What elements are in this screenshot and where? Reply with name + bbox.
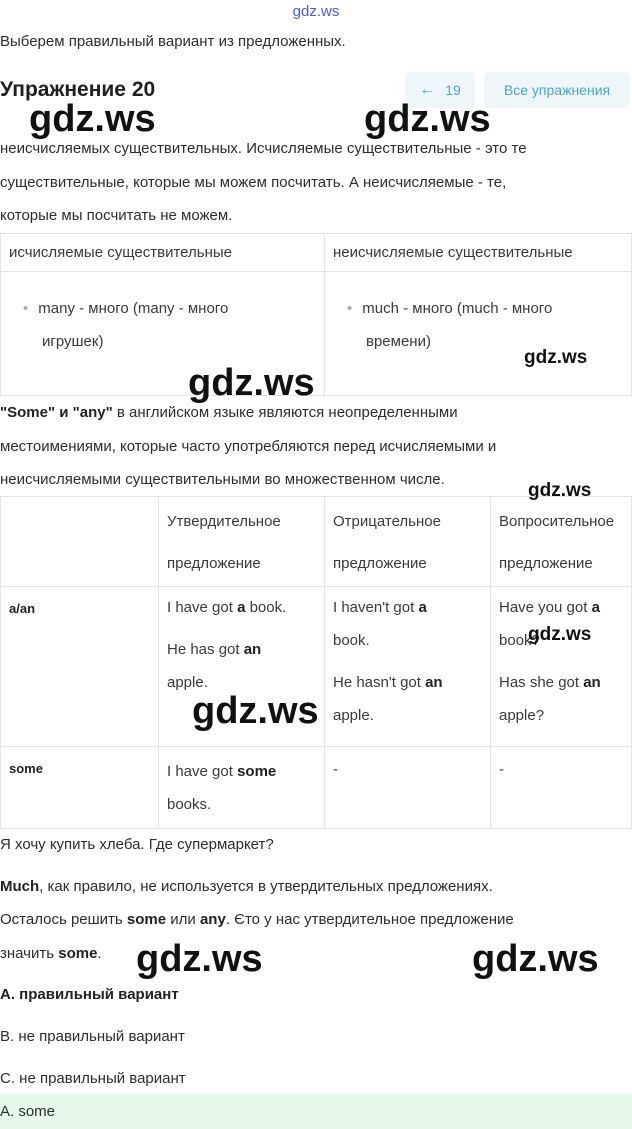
aff-an-line3: apple. [167,674,208,691]
page-title: Упражнение 20 [0,78,156,101]
all-exercises-button[interactable]: Все упражнения [484,72,630,108]
aff-an-article: an [243,641,262,658]
q-an-line3: Has she got [499,674,584,691]
option-a: A. правильный вариант [0,986,179,1003]
aff-some-line1: I have got [167,763,238,780]
and-word: и [55,404,73,421]
row-some-label [1,747,159,829]
header-question-line1: Вопросительное [499,513,615,530]
some-keyword: "Some" [0,404,56,421]
aff-some-line2: books. [167,796,212,813]
header-negative [325,497,491,587]
watermark-9: gdz.ws [472,938,599,980]
header-affirmative-line1: Утвердительное [167,513,281,530]
some-answer-word: some [58,945,98,962]
q-a-line1: Have you got [499,599,592,616]
paragraph2-line2: местоимениями, которые часто употребляются перед исчисляемыми и [0,438,497,455]
q-a-line2: book? [499,632,540,649]
neg-a-article: a [418,599,427,616]
explanation-line3 [0,944,102,964]
header-affirmative-line2: предложение [167,555,261,572]
articles-table-corner [1,497,159,587]
q-an-article: an [583,674,601,691]
uncountable-example-line2: времени) [366,333,431,350]
much-keyword: Much [0,878,40,895]
watermark-3: gdz.ws [524,347,588,368]
aff-an-line2: He has got [167,641,244,658]
some-option-word: some [126,911,167,928]
row-some-affirmative [159,747,325,829]
watermark-1: gdz.ws [29,98,156,140]
answer-text: A. some [0,1103,56,1120]
row-some-negative: - [325,747,491,829]
nouns-table-header-uncountable: неисчисляемые существительные [325,234,632,272]
header-question [491,497,632,587]
watermark-4: gdz.ws [188,362,315,404]
explanation-line1 [0,877,493,897]
header-negative-line2: предложение [333,555,427,572]
paragraph2-line3: неисчисляемыми существительными во множественном числе. [0,471,445,488]
nouns-table-uncountable-cell [325,272,632,396]
neg-a-line1: I haven't got [333,599,419,616]
uncountable-example-line1: much - много (much - много [362,300,553,317]
top-watermark: gdz.ws [292,3,340,20]
intro-text: Выберем правильный вариант из предложенных. [0,33,346,50]
paragraph1-line3: которые мы посчитать не можем. [0,207,233,224]
question-text: Я хочу купить хлеба. Где супермаркет? [0,836,274,853]
row-a-an-question [491,587,632,747]
bullet-icon: • [23,300,29,317]
watermark-6: gdz.ws [528,624,592,645]
explanation-or: или [166,911,200,928]
row-some-question: - [491,747,632,829]
header-question-line2: предложение [499,555,593,572]
nouns-table [0,233,632,396]
watermark-5: gdz.ws [528,480,592,501]
row-a-an-label-text: a/an [9,601,36,616]
aff-a-article: a [237,599,246,616]
explanation-line1-rest: , как правило, не используется в утвердительных предложениях. [39,878,493,895]
watermark-2: gdz.ws [364,98,491,140]
articles-table [0,496,632,829]
aff-a-line1: I have got [167,599,238,616]
prev-exercise-number: 19 [445,82,461,98]
explanation-line2-end: . Єто у нас утвердительное предложение [225,911,514,928]
countable-example-line1: many - много (many - много [38,300,229,317]
paragraph1-line1: неисчисляемых существительных. Исчисляемые существительные - это те [0,140,527,157]
paragraph1-line2: существительные, которые мы можем посчитать. А неисчисляемые - те, [0,174,507,191]
q-an-line4: apple? [499,707,545,724]
any-option-word: any [199,911,226,928]
header-negative-line1: Отрицательное [333,513,441,530]
explanation-line3-end: . [97,945,102,962]
countable-example-line2: игрушек) [42,333,104,350]
neg-a-line2: book. [333,632,370,649]
nouns-table-header-countable: исчисляемые существительные [1,234,325,272]
option-c: C. не правильный вариант [0,1070,186,1087]
watermark-7: gdz.ws [192,690,319,732]
watermark-8: gdz.ws [136,938,263,980]
aff-a-line1-end: book. [245,599,287,616]
option-b: B. не правильный вариант [0,1028,185,1045]
explanation-line2-start: Осталось решить [0,911,127,928]
aff-some-word: some [237,763,277,780]
arrow-left-icon: ← [419,81,436,98]
paragraph2-line1 [0,403,458,423]
neg-an-line4: apple. [333,707,374,724]
neg-an-line3: He hasn't got [333,674,426,691]
bullet-icon: • [347,300,353,317]
any-keyword: "any" [72,404,113,421]
row-some-label-text: some [9,761,43,776]
paragraph2-line1-rest: в английском языке являются неопределенными [112,404,458,421]
row-a-an-label [1,587,159,747]
answer-box [0,1094,632,1129]
explanation-line2 [0,910,514,930]
header-affirmative [159,497,325,587]
row-a-an-negative [325,587,491,747]
explanation-line3-start: значить [0,945,59,962]
q-a-article: a [591,599,600,616]
neg-an-article: an [425,674,443,691]
